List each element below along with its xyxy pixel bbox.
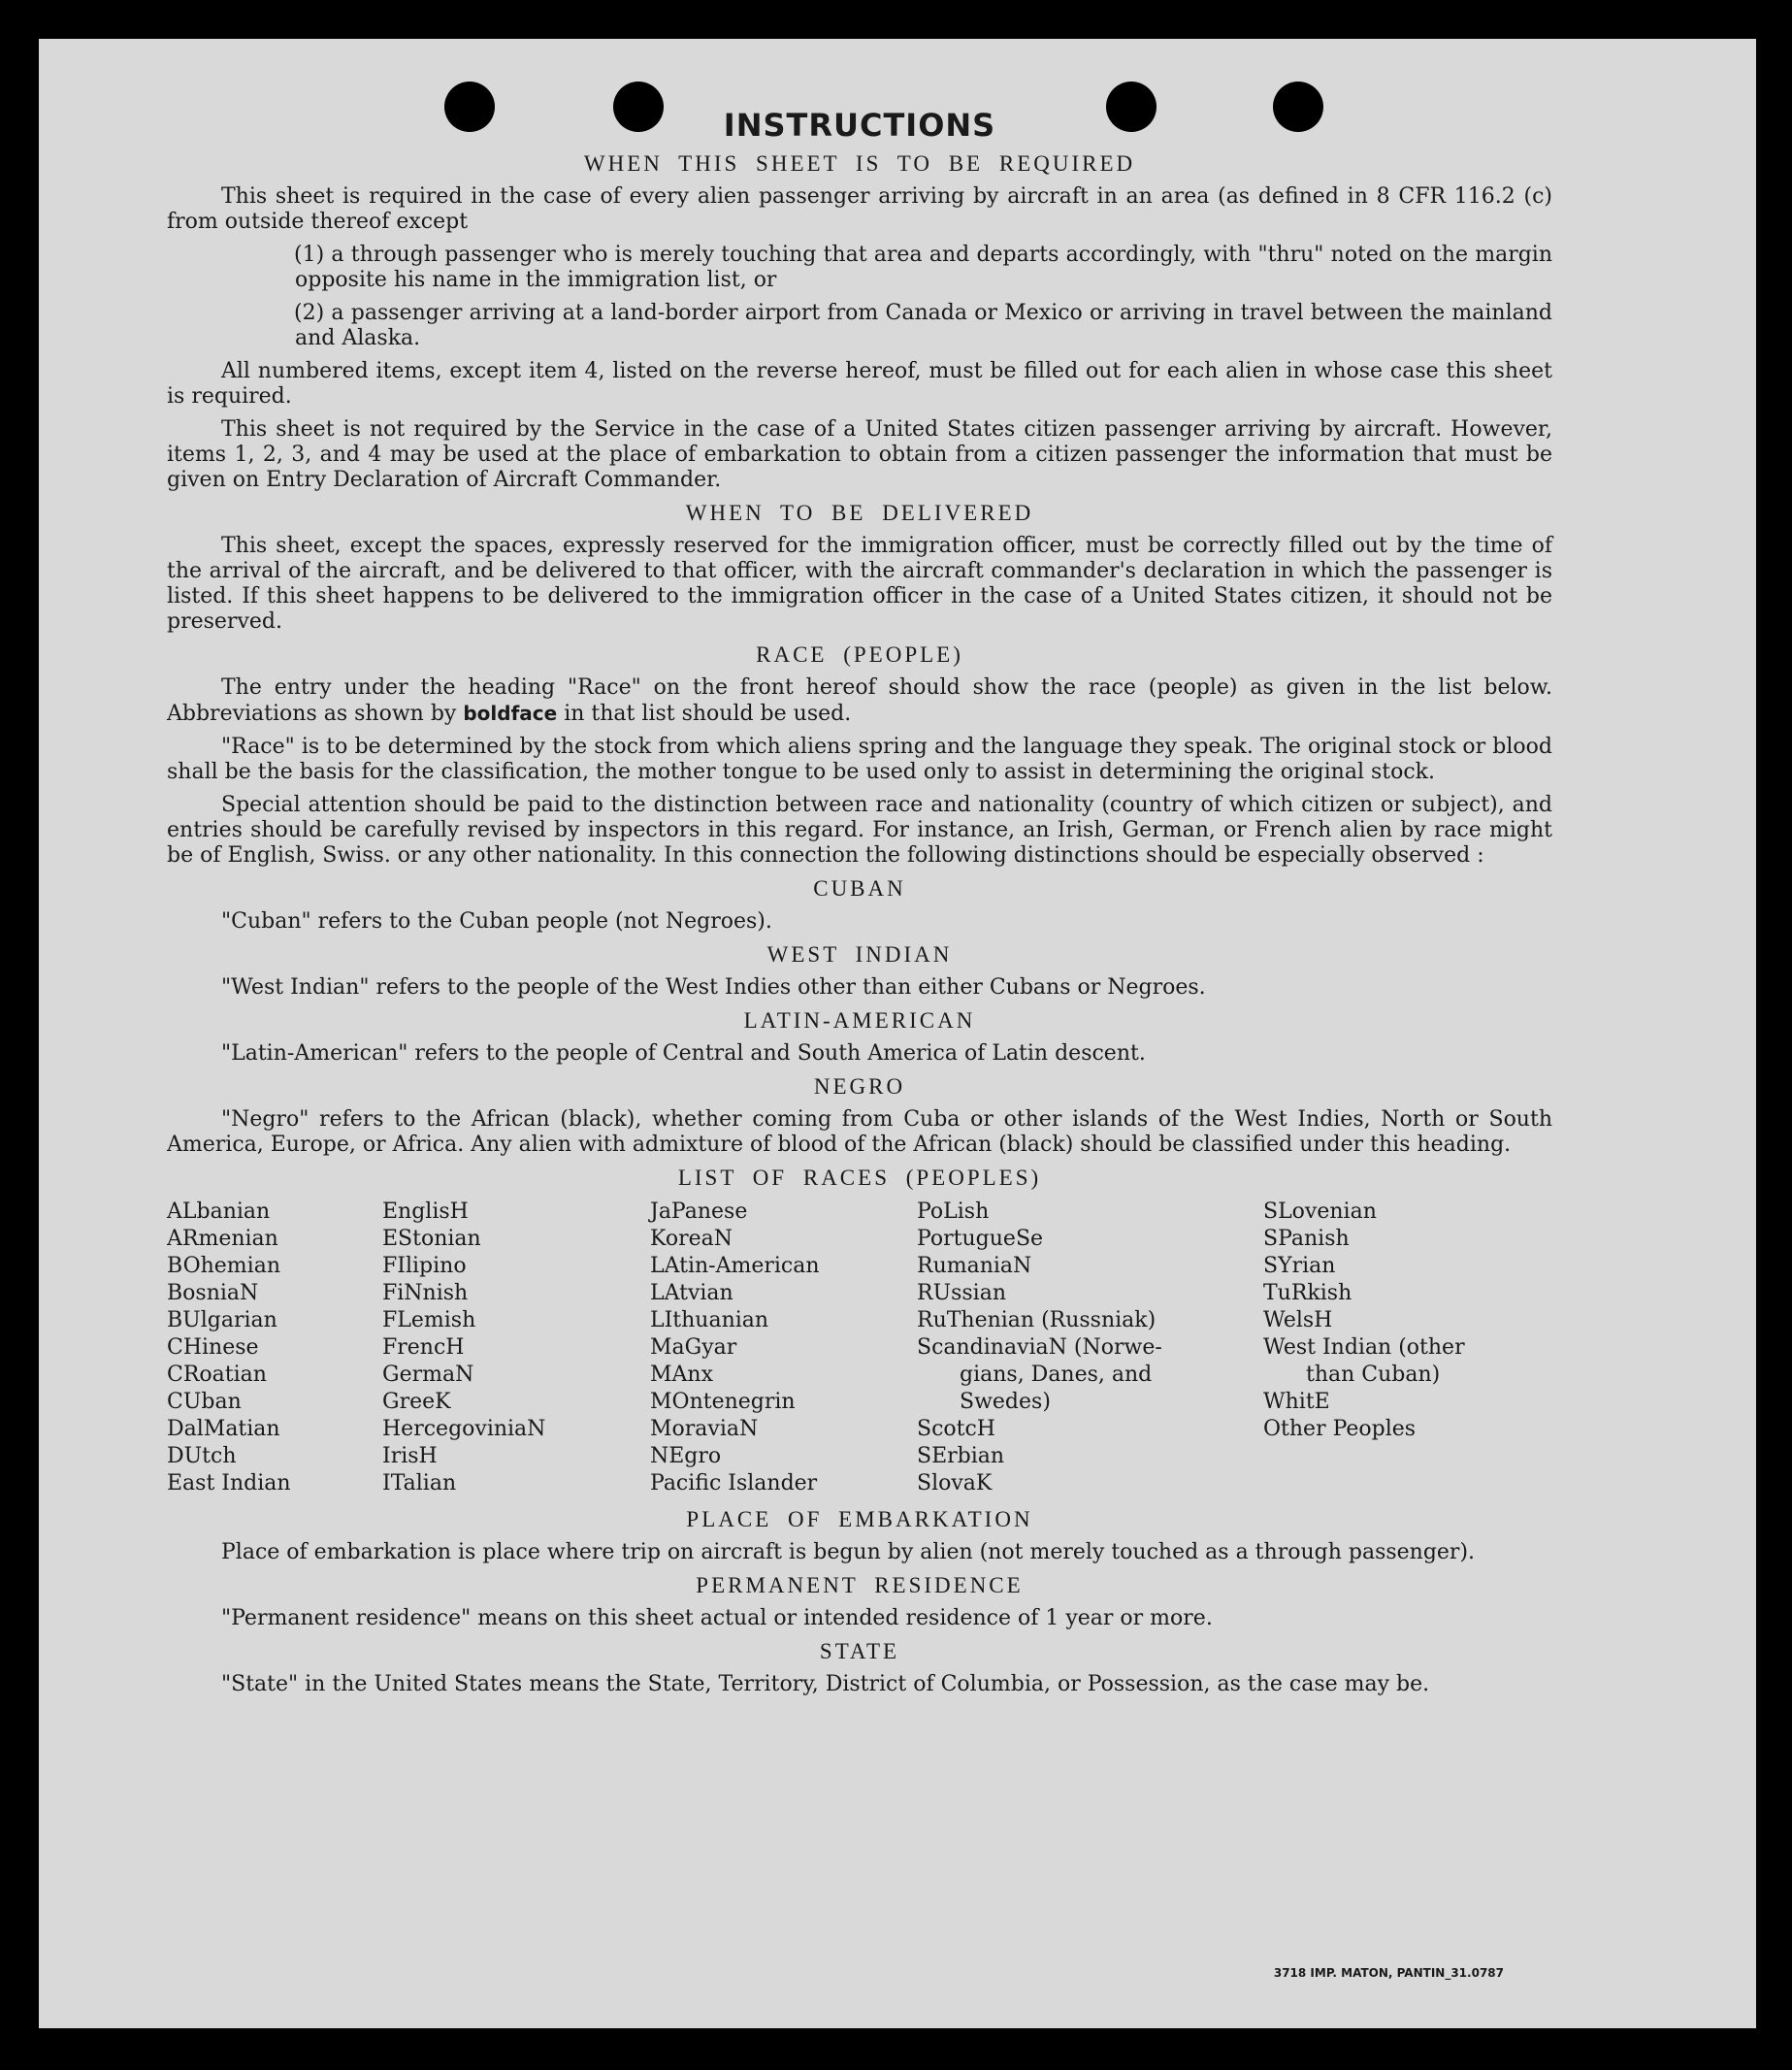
race-entry: GreeK xyxy=(382,1390,451,1414)
paragraph: "Latin-American" refers to the people of Central and South America of Latin descent. xyxy=(221,1041,1146,1066)
race-entry: RumaniaN xyxy=(917,1254,1032,1278)
race-entry: HercegoviniaN xyxy=(382,1417,546,1441)
race-entry: IrisH xyxy=(382,1444,438,1468)
paragraph: This sheet is required in the case of every alien passenger arriving by aircraft in an area (as defined in 8 CFR 116.2 (c) from outside thereof except xyxy=(167,184,1552,234)
race-entry: BOhemian xyxy=(167,1254,280,1278)
race-column xyxy=(382,1199,650,1497)
heading-west-indian: WEST INDIAN xyxy=(766,942,953,967)
race-entry: CUban xyxy=(167,1390,242,1414)
race-entry: MoraviaN xyxy=(650,1417,759,1441)
race-entry: LAtvian xyxy=(650,1281,733,1305)
race-entry: FIlipino xyxy=(382,1254,467,1278)
race-entry: FrencH xyxy=(382,1335,465,1360)
race-entry: FiNnish xyxy=(382,1281,469,1305)
paragraph: All numbered items, except item 4, listed on the reverse hereof, must be filled out for each alien in whose case this sheet is required. xyxy=(167,359,1552,409)
race-entry: Pacific Islander xyxy=(650,1471,818,1495)
race-entry: than Cuban) xyxy=(1306,1363,1441,1387)
race-column xyxy=(167,1199,382,1497)
page-title: INSTRUCTIONS xyxy=(723,107,996,144)
race-entry: MaGyar xyxy=(650,1335,737,1360)
race-entry: NEgro xyxy=(650,1444,722,1468)
heading-residence: PERMANENT RESIDENCE xyxy=(696,1573,1024,1597)
race-entry: LAtin-American xyxy=(650,1254,820,1278)
heading-when-delivered: WHEN TO BE DELIVERED xyxy=(685,501,1034,525)
race-entry: MAnx xyxy=(650,1363,713,1387)
race-entry: TuRkish xyxy=(1263,1281,1352,1305)
race-entry: WelsH xyxy=(1263,1308,1333,1332)
race-entry: WhitE xyxy=(1263,1390,1330,1414)
race-entry: Swedes) xyxy=(960,1390,1051,1414)
race-entry: ScandinaviaN (Norwe- xyxy=(917,1335,1162,1360)
list-item: (1) a through passenger who is merely touching that area and departs accordingly, with "thru" noted on the margin opposite his name in the immigration list, or xyxy=(294,243,1552,292)
race-entry: ScotcH xyxy=(917,1417,995,1441)
race-entry: SPanish xyxy=(1263,1227,1350,1251)
race-entry: MOntenegrin xyxy=(650,1390,796,1414)
printer-imprint: 3718 IMP. MATON, PANTIN_31.0787 xyxy=(1273,1966,1504,1980)
heading-race: RACE (PEOPLE) xyxy=(756,642,963,667)
paragraph: Place of embarkation is place where trip on aircraft is begun by alien (not merely touched as a through passenger). xyxy=(221,1540,1476,1564)
paragraph: This sheet, except the spaces, expressly reserved for the immigration officer, must be correctly filled out by the time of the arrival of the aircraft, and be delivered to that officer, with the aircraft commander's declaration in which the passenger is listed. If this sheet happens to be delivered to the immigration officer in the case of a United States citizen, it should not be preserved. xyxy=(167,534,1552,634)
race-entry: FLemish xyxy=(382,1308,476,1332)
text-run: The entry under the heading "Race" on the front hereof should show the race (people) as given in the list below. Abbreviations as shown by xyxy=(167,675,1552,726)
paragraph: Special attention should be paid to the distinction between race and nationality (country of which citizen or subject), and entries should be carefully revised by inspectors in this regard. For instance, an Irish, German, or French alien by race might be of English, Swiss. or any other nationality. In this connection the following distinctions should be especially observed : xyxy=(167,793,1552,868)
heading-latin-american: LATIN-AMERICAN xyxy=(743,1008,976,1033)
race-entry: CRoatian xyxy=(167,1363,267,1387)
race-entry: LIthuanian xyxy=(650,1308,769,1332)
race-entry: Other Peoples xyxy=(1263,1417,1417,1441)
heading-cuban: CUBAN xyxy=(813,876,906,901)
race-entry: KoreaN xyxy=(650,1227,733,1251)
paragraph: "West Indian" refers to the people of the West Indies other than either Cubans or Negroes. xyxy=(221,975,1206,1000)
race-entry: DUtch xyxy=(167,1444,237,1468)
paragraph: "Race" is to be determined by the stock from which aliens spring and the language they speak. The original stock or blood shall be the basis for the classification, the mother tongue to be used only to assist in determining the original stock. xyxy=(167,735,1552,784)
heading-negro: NEGRO xyxy=(813,1074,906,1099)
race-entry: ITalian xyxy=(382,1471,457,1495)
race-entry: SYrian xyxy=(1263,1254,1336,1278)
list-item: (2) a passenger arriving at a land-border airport from Canada or Mexico or arriving in travel between the mainland and Alaska. xyxy=(294,301,1552,350)
paragraph: "Permanent residence" means on this sheet actual or intended residence of 1 year or more. xyxy=(221,1606,1213,1630)
paragraph: "State" in the United States means the State, Territory, District of Columbia, or Possession, as the case may be. xyxy=(221,1672,1430,1696)
races-list xyxy=(167,1199,1552,1497)
document-content xyxy=(167,103,1552,1705)
heading-state: STATE xyxy=(819,1639,900,1663)
race-entry: RuThenian (Russniak) xyxy=(917,1308,1157,1332)
race-entry: SErbian xyxy=(917,1444,1005,1468)
paragraph: "Cuban" refers to the Cuban people (not Negroes). xyxy=(221,909,772,934)
race-entry: CHinese xyxy=(167,1335,259,1360)
race-entry: EnglisH xyxy=(382,1199,469,1224)
race-entry: West Indian (other xyxy=(1263,1335,1465,1360)
race-entry: BUlgarian xyxy=(167,1308,277,1332)
paragraph xyxy=(167,675,1552,727)
race-entry: GermaN xyxy=(382,1363,474,1387)
race-entry: East Indian xyxy=(167,1471,291,1495)
race-entry: DalMatian xyxy=(167,1417,280,1441)
race-entry: JaPanese xyxy=(650,1199,748,1224)
race-entry: BosniaN xyxy=(167,1281,259,1305)
boldface-word: boldface xyxy=(463,702,558,725)
document-sheet xyxy=(39,39,1756,2028)
heading-when-required: WHEN THIS SHEET IS TO BE REQUIRED xyxy=(583,151,1136,176)
race-entry: gians, Danes, and xyxy=(960,1363,1153,1387)
race-entry: EStonian xyxy=(382,1227,481,1251)
race-entry: ARmenian xyxy=(167,1227,278,1251)
text-run: in that list should be used. xyxy=(564,702,852,726)
race-entry: ALbanian xyxy=(167,1199,271,1224)
race-entry: PoLish xyxy=(917,1199,990,1224)
race-entry: PortugueSe xyxy=(917,1227,1044,1251)
race-column xyxy=(917,1199,1263,1497)
race-column xyxy=(650,1199,917,1497)
paragraph: This sheet is not required by the Service in the case of a United States citizen passenger arriving by aircraft. However, items 1, 2, 3, and 4 may be used at the place of embarkation to obtain from a citizen passenger the information that must be given on Entry Declaration of Aircraft Commander. xyxy=(167,417,1552,492)
heading-list-of-races: LIST OF RACES (PEOPLES) xyxy=(677,1166,1042,1190)
race-column xyxy=(1263,1199,1552,1497)
paragraph: "Negro" refers to the African (black), whether coming from Cuba or other islands of the West Indies, North or South America, Europe, or Africa. Any alien with admixture of blood of the African (black) should be classified under this heading. xyxy=(167,1107,1552,1157)
race-entry: RUssian xyxy=(917,1281,1007,1305)
race-entry: SLovenian xyxy=(1263,1199,1377,1224)
race-entry: SlovaK xyxy=(917,1471,993,1495)
heading-embarkation: PLACE OF EMBARKATION xyxy=(686,1507,1033,1531)
